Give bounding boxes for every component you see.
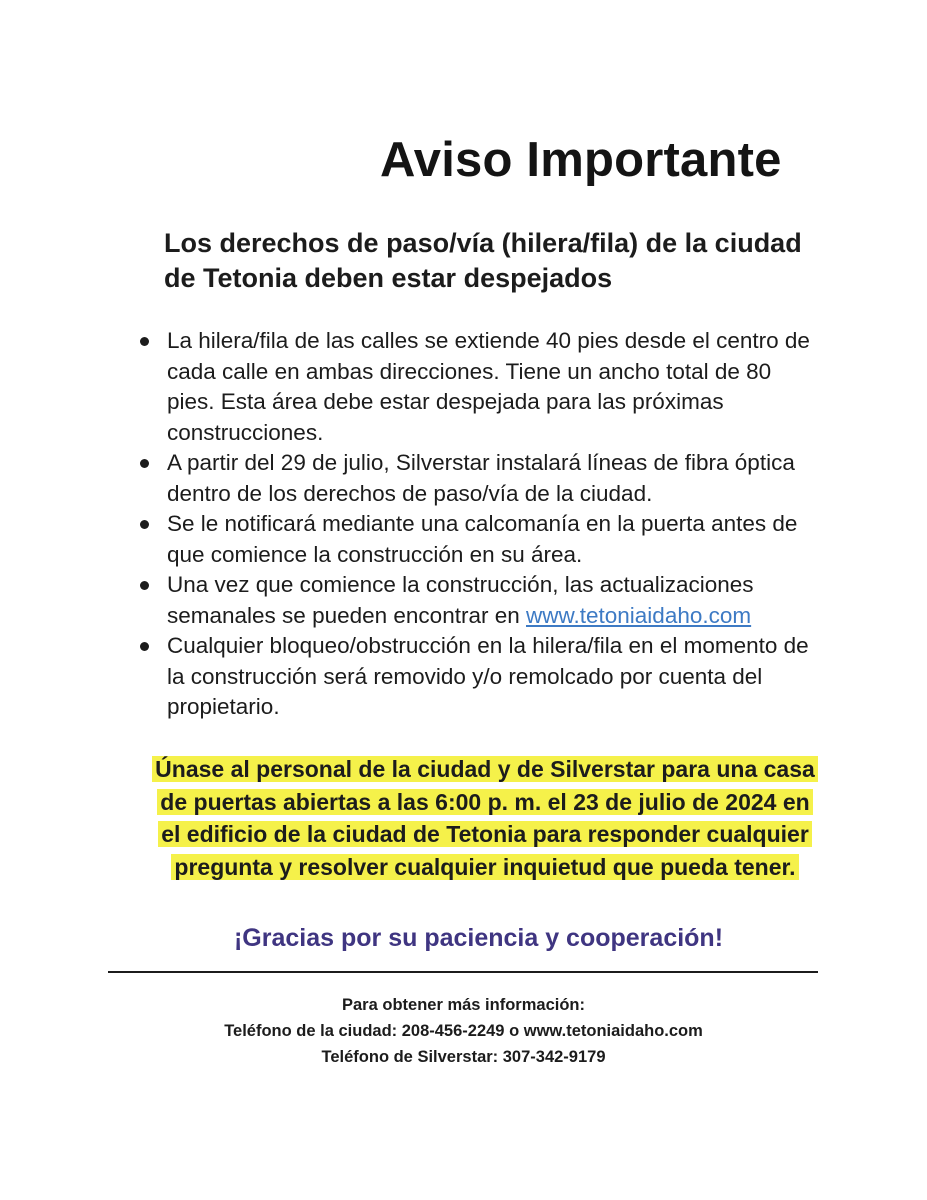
bullet-list bbox=[130, 326, 820, 723]
footer-heading: Para obtener más información: bbox=[342, 996, 585, 1014]
bullet-icon bbox=[140, 337, 149, 346]
subtitle: Los derechos de paso/vía (hilera/fila) de la ciudad de Tetonia deben estar despejados bbox=[164, 228, 802, 293]
website-link[interactable]: www.tetoniaidaho.com bbox=[526, 602, 752, 628]
page-title: Aviso Importante bbox=[380, 133, 782, 187]
divider-line bbox=[108, 971, 818, 973]
city-phone-line: Teléfono de la ciudad: 208-456-2249 o www.tetoniaidaho.com bbox=[224, 1022, 703, 1040]
bullet-item-weekly-updates bbox=[130, 570, 820, 631]
contact-footer bbox=[0, 992, 927, 1070]
bullet-item-obstruction-removal bbox=[130, 631, 820, 723]
bullet-icon bbox=[140, 642, 149, 651]
bullet-text: Una vez que comience la construcción, las actualizaciones semanales se pueden encontrar en bbox=[167, 572, 754, 628]
bullet-text: Cualquier bloqueo/obstrucción en la hilera/fila en el momento de la construcción será removido y/o remolcado por cuenta del propietario. bbox=[167, 633, 809, 719]
thanks-message: ¡Gracias por su paciencia y cooperación! bbox=[233, 924, 724, 952]
bullet-icon bbox=[140, 581, 149, 590]
open-house-announcement bbox=[150, 753, 820, 883]
bullet-text: La hilera/fila de las calles se extiende 40 pies desde el centro de cada calle en ambas direcciones. Tiene un ancho total de 80 pies. Esta área debe estar despejada para las próximas construcciones. bbox=[167, 328, 810, 445]
open-house-highlighted-text: Únase al personal de la ciudad y de Silverstar para una casa de puertas abiertas a las 6:00 p. m. el 23 de julio de 2024 en el edificio de la ciudad de Tetonia para responder cualquier pregunta y resolver cualquier inquietud que pueda tener. bbox=[152, 756, 818, 880]
silverstar-phone-line: Teléfono de Silverstar: 307-342-9179 bbox=[321, 1048, 606, 1066]
bullet-text: A partir del 29 de julio, Silverstar instalará líneas de fibra óptica dentro de los derechos de paso/vía de la ciudad. bbox=[167, 450, 795, 506]
bullet-item-fiber-install bbox=[130, 448, 820, 509]
bullet-item-door-sticker bbox=[130, 509, 820, 570]
bullet-icon bbox=[140, 459, 149, 468]
bullet-item-right-of-way-width bbox=[130, 326, 820, 448]
bullet-text: Se le notificará mediante una calcomanía en la puerta antes de que comience la construcción en su área. bbox=[167, 511, 798, 567]
bullet-icon bbox=[140, 520, 149, 529]
